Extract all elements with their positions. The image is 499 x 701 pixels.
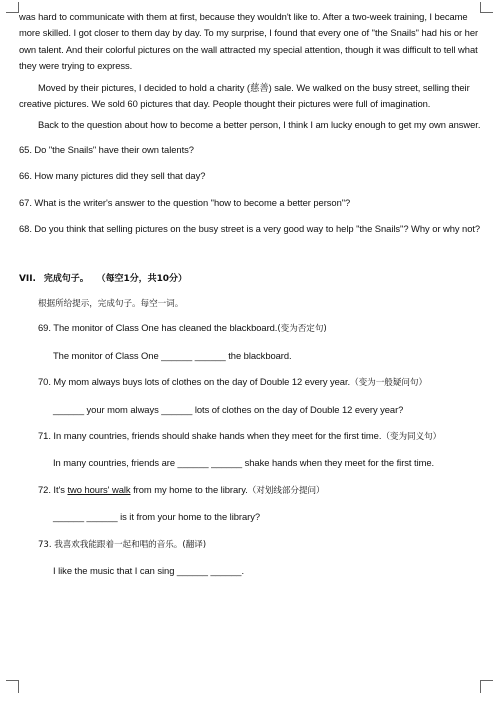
question-65: 65. Do "the Snails" have their own talents? <box>19 143 194 155</box>
section-score: （每空1分，共10分） <box>96 274 187 285</box>
item-73-hint: (翻译) <box>182 539 207 550</box>
item-71-hint: （变为同义句） <box>381 431 442 442</box>
item-69-hint: (变为否定句) <box>277 324 327 335</box>
section-7-heading <box>19 271 481 287</box>
item-71-prompt: 71. In many countries, friends should shake hands when they meet for the first time.（变为同义句） <box>38 429 442 442</box>
crop-mark-top-right <box>480 2 493 13</box>
passage-paragraph-3: Back to the question about how to become a better person, I think I am lucky enough to get my own answer. <box>38 119 481 131</box>
section-title: 完成句子。 <box>43 274 89 285</box>
item-73-prompt: 73. 我喜欢我能跟着一起和唱的音乐。(翻译) <box>38 539 207 550</box>
item-71-answer: In many countries, friends are ______ ______ shake hands when they meet for the first time. <box>53 457 435 469</box>
question-67: 67. What is the writer's answer to the question "how to become a better person"? <box>19 196 351 208</box>
passage-paragraph-2: Moved by their pictures, I decided to hold a charity (慈善) sale. We walked on the busy street, selling their creative pictures. We sold 60 pictures that day. People thought their pictures were full of imagination. <box>19 81 470 110</box>
item-70-prompt: 70. My mom always buys lots of clothes on the day of Double 12 every year.（变为一般疑问句） <box>38 376 427 389</box>
item-72-underlined-phrase: two hours' walk <box>67 483 131 495</box>
section-number: VII. <box>19 274 36 285</box>
item-69-prompt: 69. The monitor of Class One has cleaned the blackboard.(变为否定句) <box>38 322 327 335</box>
crop-mark-bottom-left <box>6 680 19 693</box>
section-spacer <box>19 247 481 271</box>
item-69-answer: The monitor of Class One ______ ______ the blackboard. <box>53 349 292 361</box>
crop-mark-top-left <box>6 2 19 13</box>
item-72-hint: （对划线部分提问） <box>247 485 325 496</box>
question-68: 68. Do you think that selling pictures on the busy street is a very good way to help "the Snails"? Why or why not? <box>19 223 481 235</box>
item-70-hint: （变为一般疑问句） <box>350 378 427 389</box>
page-content <box>19 9 481 589</box>
item-73-answer: I like the music that I can sing ______ ______. <box>53 564 245 576</box>
question-66: 66. How many pictures did they sell that day? <box>19 170 206 182</box>
item-72-prompt: 72. It's two hours' walk from my home to the library.（对划线部分提问） <box>38 483 325 496</box>
passage-paragraph-1: was hard to communicate with them at first, because they wouldn't like to. After a two-week training, I became more skilled. I got closer to them day by day. To my surprise, I found that every one of "the Snails" had his or her own talent. And their colorful pictures on the wall attracted my special attention, though it was difficult to tell what they were trying to express. <box>19 11 479 72</box>
item-70-answer: ______ your mom always ______ lots of clothes on the day of Double 12 every year? <box>53 403 404 415</box>
item-72-answer: ______ ______ is it from your home to the library? <box>53 511 260 523</box>
crop-mark-bottom-right <box>480 680 493 693</box>
section-instruction: 根据所给提示，完成句子。每空一词。 <box>38 298 184 309</box>
